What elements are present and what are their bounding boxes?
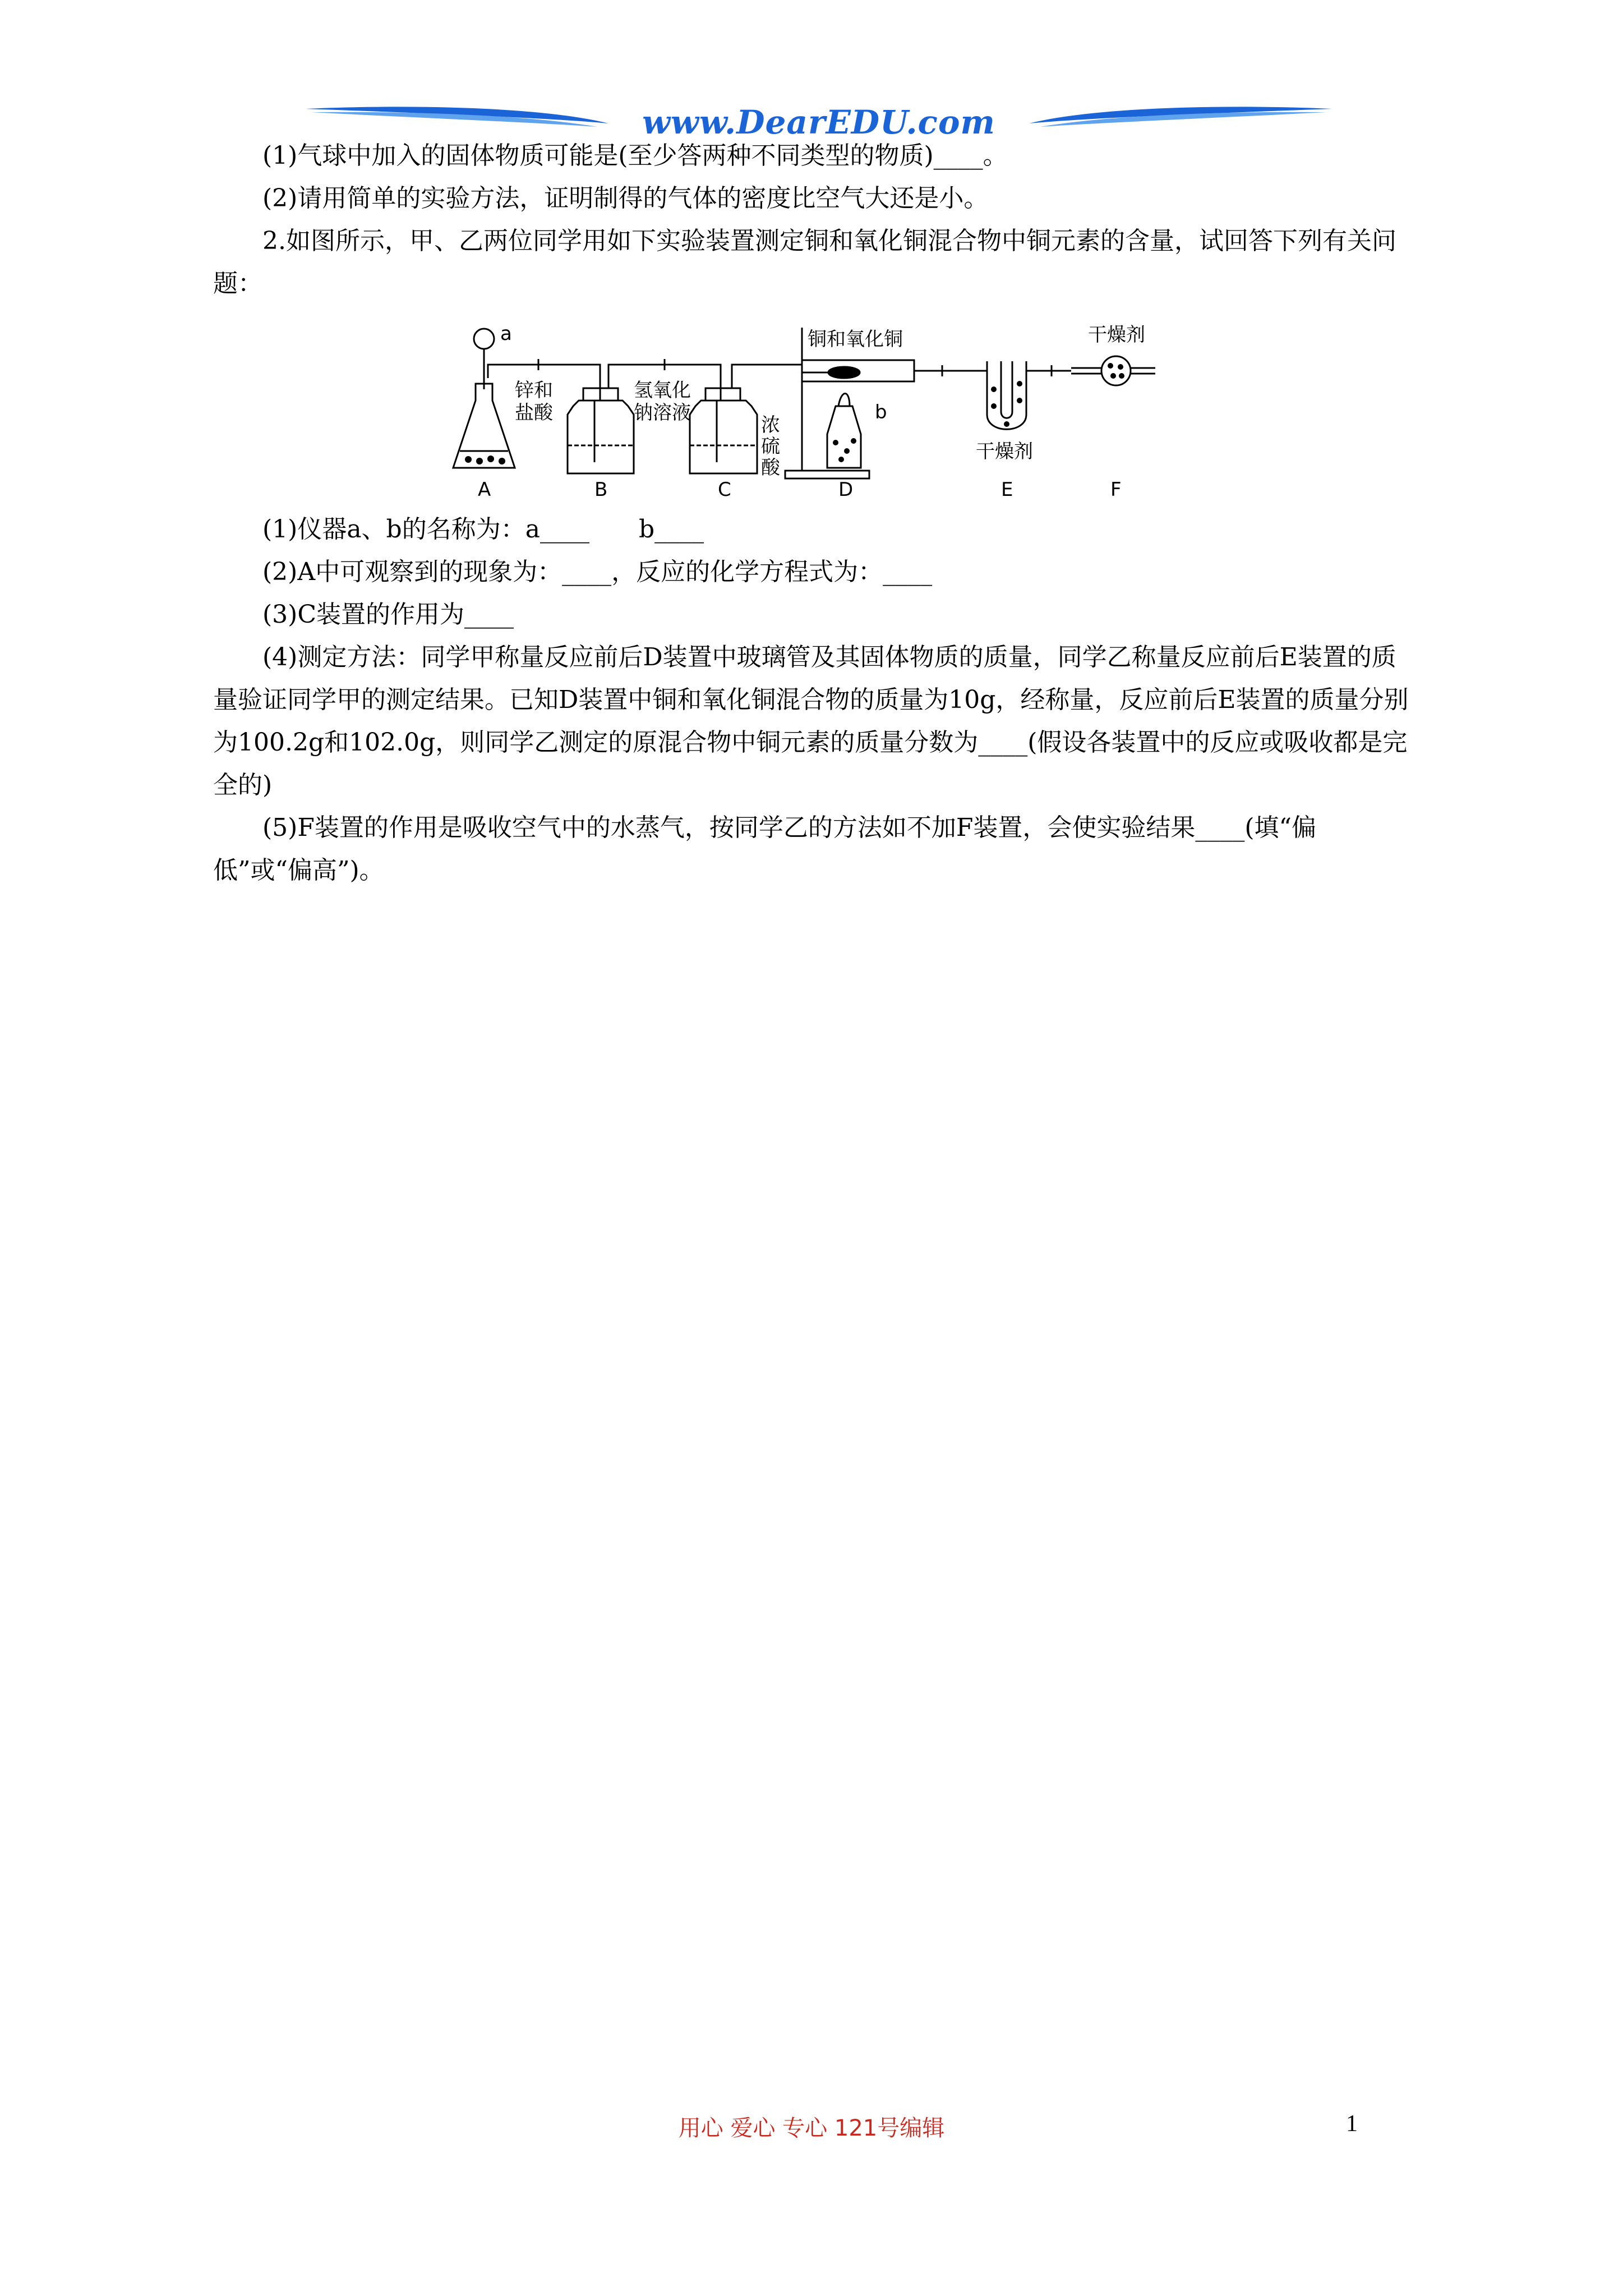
label-letter-b: B [594, 478, 608, 501]
label-letter-e: E [1001, 478, 1013, 501]
label-desiccant-f: 干燥剂 [1088, 324, 1145, 346]
label-conc-sulfuric-acid: 浓硫酸 [761, 414, 780, 479]
label-instrument-a: a [500, 323, 512, 345]
question-2-part-3: (3)C装置的作用为____ [262, 600, 514, 629]
question-2-intro: 2.如图所示，甲、乙两位同学用如下实验装置测定铜和氧化铜混合物中铜元素的含量，试回答下列有关问题： [213, 227, 1396, 298]
question-1-part-2: (2)请用简单的实验方法，证明制得的气体的密度比空气大还是小。 [262, 184, 989, 213]
apparatus-figure [449, 316, 1195, 501]
label-letter-a: A [478, 478, 491, 501]
document-body [213, 135, 1413, 892]
question-2-part-4: (4)测定方法：同学甲称量反应前后D装置中玻璃管及其固体物质的质量，同学乙称量反应前后E装置的质量验证同学甲的测定结果。已知D装置中铜和氧化铜混合物的质量为10g，经称量，反应前后E装置的质量分别为100.2g和102.0g，则同学乙测定的原混合物中铜元素的质量分数为____(假设各装置中的反应或吸收都是完全的) [213, 643, 1409, 799]
site-logo-text[interactable]: www.DearEDU.com [642, 103, 995, 141]
label-desiccant-e: 干燥剂 [976, 440, 1033, 463]
footer-slogan: 用心 爱心 专心 121号编辑 [678, 2115, 945, 2141]
label-copper-and-copper-oxide: 铜和氧化铜 [808, 328, 903, 351]
label-zinc-and-acid: 锌和盐酸 [515, 379, 553, 424]
label-letter-d: D [838, 478, 854, 501]
question-2-part-1: (1)仪器a、b的名称为：a____ b____ [262, 515, 704, 544]
label-naoh-solution: 氢氧化钠溶液 [634, 379, 691, 424]
question-2-part-5: (5)F装置的作用是吸收空气中的水蒸气，按同学乙的方法如不加F装置，会使实验结果____(填“偏低”或“偏高”)。 [213, 813, 1317, 885]
label-letter-c: C [718, 478, 731, 501]
label-letter-f: F [1110, 478, 1122, 501]
page-number: 1 [1346, 2111, 1358, 2137]
label-instrument-b: b [875, 401, 887, 424]
question-2-part-2: (2)A中可观察到的现象为：____，反应的化学方程式为：____ [262, 558, 933, 586]
question-1-part-1: (1)气球中加入的固体物质可能是(至少答两种不同类型的物质)____。 [262, 141, 1008, 170]
